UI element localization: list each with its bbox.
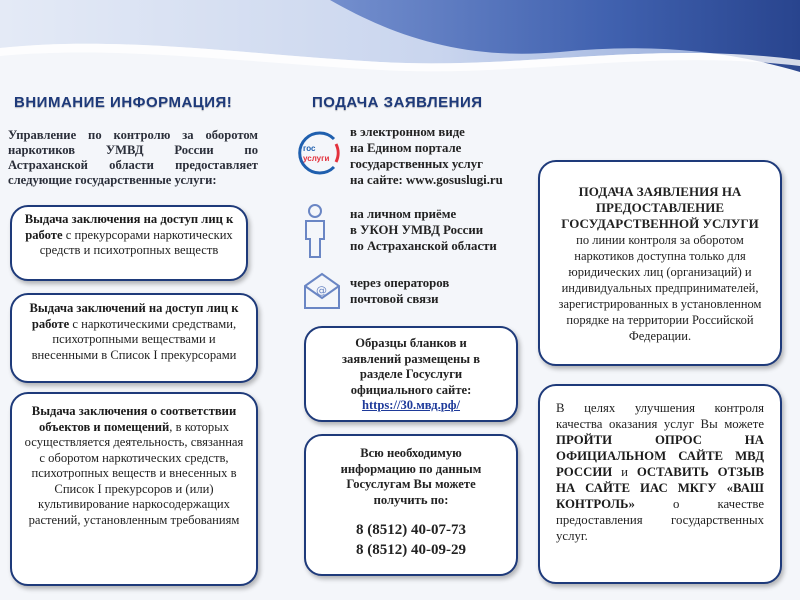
person-icon: [302, 203, 328, 259]
intro-text: Управление по контролю за оборотом наркотиков УМВД России по Астраханской области предоставляет следующие государственные услуги:: [8, 128, 258, 187]
service-3-bold: Выдача заключения о соответствии объектов и помещений: [31, 404, 237, 434]
mvd-site-link[interactable]: https://30.мвд.рф/: [361, 398, 461, 412]
survey-text-3: о качестве предоставления государственных услуг.: [556, 497, 764, 543]
forms-line4: официального сайте:: [350, 382, 472, 397]
phone-number-1[interactable]: 8 (8512) 40-07-73: [356, 522, 466, 538]
service-card-1: [10, 205, 248, 281]
method-3-line1: через операторов: [350, 276, 450, 290]
method-3-line2: почтовой связи: [350, 292, 439, 306]
forms-line1: Образцы бланков и: [355, 336, 467, 350]
method-1-line2: на Едином портале: [350, 141, 462, 155]
method-2-line2: в УКОН УМВД России: [350, 223, 484, 237]
service-2-text: с наркотическими средствами, психотропными веществами и внесенными в Список I прекурсорами: [31, 316, 237, 362]
method-electronic: [350, 124, 503, 188]
logo-text-line2: услуги: [303, 154, 330, 163]
service-2-bold: Выдача заключений на доступ лиц к работе: [29, 301, 239, 331]
submission-title: ПОДАЧА ЗАЯВЛЕНИЯ НА ПРЕДОСТАВЛЕНИЕ ГОСУДАРСТВЕННОЙ УСЛУГИ: [561, 184, 759, 231]
service-1-bold: Выдача заключения на доступ лиц к работе: [24, 212, 234, 242]
info-line2: информацию по данным: [340, 461, 482, 476]
method-post: [350, 275, 449, 307]
survey-text-1: В целях улучшения контроля качества оказания услуг Вы можете: [556, 401, 764, 431]
forms-line2: заявлений размещены в: [342, 351, 480, 366]
gosuslugi-logo-icon: [296, 130, 342, 176]
service-1-text: с прекурсорами наркотических средств и психотропных веществ: [39, 227, 233, 257]
svg-text:@: @: [316, 284, 327, 297]
method-1-line4: на сайте: www.gosuslugi.ru: [350, 173, 503, 187]
forms-box: [304, 326, 518, 422]
method-1-line3: государственных услуг: [350, 157, 483, 171]
submission-box: [538, 160, 782, 366]
survey-link-vash-kontrol[interactable]: ОСТАВИТЬ ОТЗЫВ НА САЙТЕ ИАС МКГУ «ВАШ КОНТРОЛЬ»: [556, 465, 764, 511]
email-icon: [302, 272, 342, 310]
survey-link-mvd[interactable]: ПРОЙТИ ОПРОС НА ОФИЦИАЛЬНОМ САЙТЕ МВД РОССИИ: [556, 433, 764, 479]
method-personal: [350, 206, 497, 254]
service-3-text: , в которых осуществляется деятельность, связанная с оборотом наркотических средств, психотропных веществ и внесенных в Список I прекурсоров и (или) культивирование наркосодержащих растений, установленным требованиям: [24, 419, 244, 527]
service-card-2: [10, 293, 258, 383]
method-2-line3: по Астраханской области: [350, 239, 497, 253]
info-line1: Всю необходимую: [360, 446, 462, 460]
info-line3: Госуслугам Вы можете: [346, 477, 476, 491]
info-box: [304, 434, 518, 576]
logo-text-line1: гос: [303, 144, 316, 153]
info-line4: получить по:: [373, 492, 449, 507]
survey-box: [538, 384, 782, 584]
survey-text-2: и: [612, 465, 637, 479]
method-2-line1: на личном приёме: [350, 207, 457, 221]
forms-line3: разделе Госуслуги: [359, 367, 463, 381]
left-heading: ВНИМАНИЕ ИНФОРМАЦИЯ!: [14, 94, 233, 111]
service-card-3: [10, 392, 258, 586]
method-1-line1: в электронном виде: [350, 125, 465, 139]
header-decoration: [0, 0, 800, 95]
middle-heading: ПОДАЧА ЗАЯВЛЕНИЯ: [312, 94, 483, 111]
phone-number-2[interactable]: 8 (8512) 40-09-29: [356, 542, 466, 558]
submission-text: по линии контроля за оборотом наркотиков доступна только для юридических лиц (организаций) и индивидуальных предпринимателей, зарегистрированных в установленном порядке на территории Российской Федерации.: [558, 233, 762, 343]
